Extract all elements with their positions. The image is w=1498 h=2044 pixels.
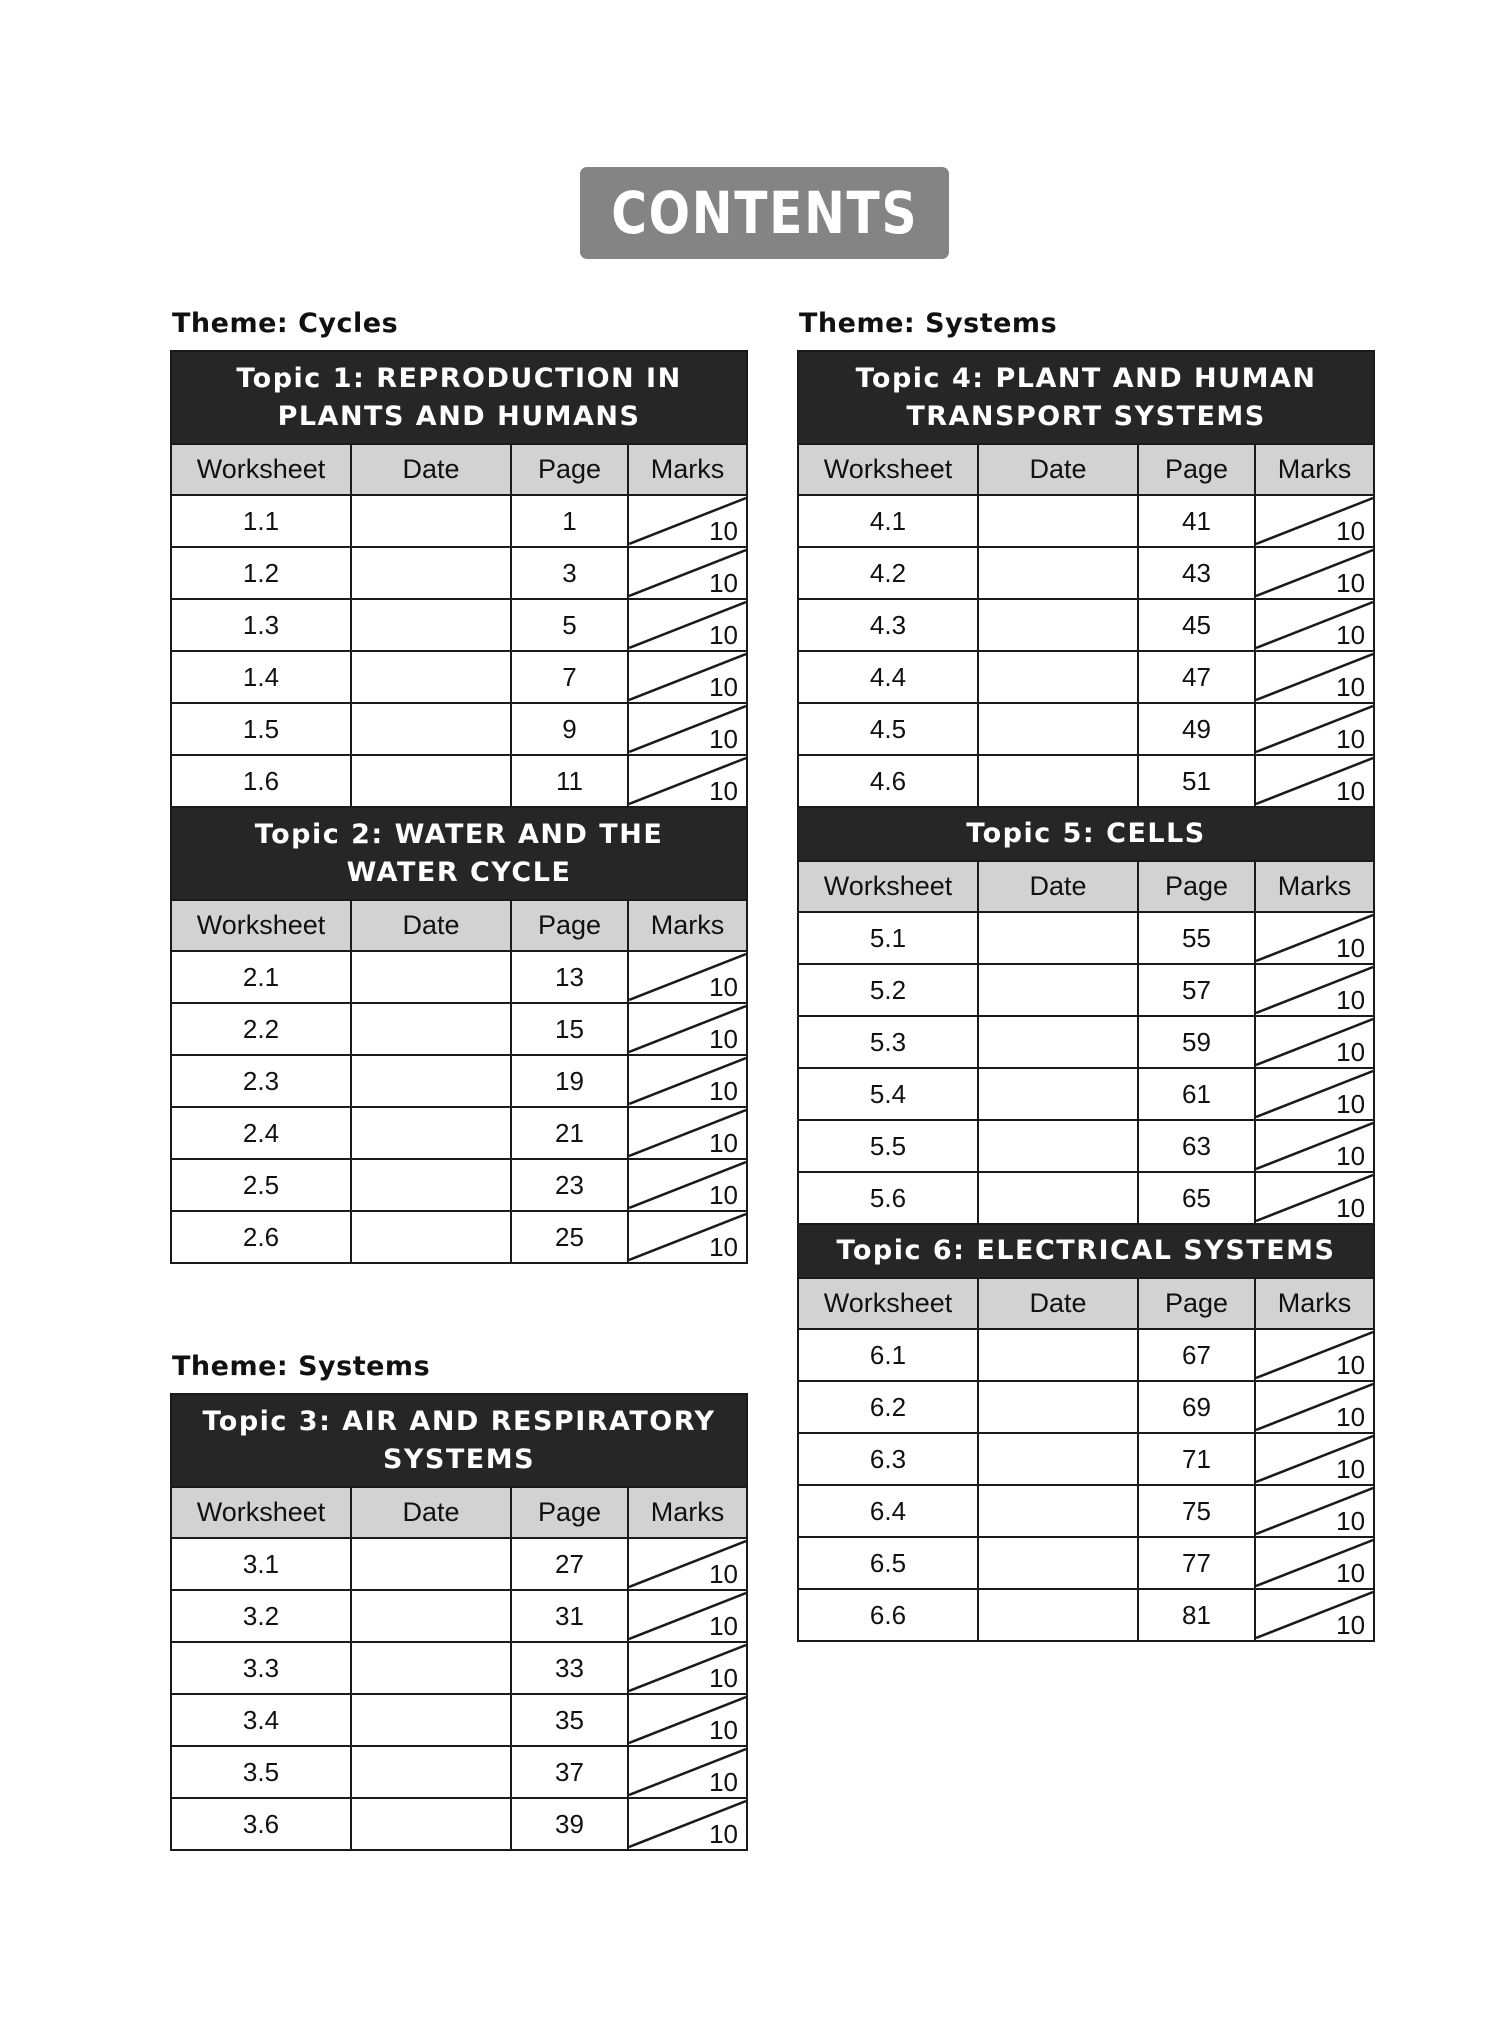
- marks-cell[interactable]: [1255, 703, 1374, 755]
- worksheet-cell: 5.3: [798, 1016, 978, 1068]
- table-row: [171, 651, 747, 703]
- marks-total: 10: [1336, 672, 1366, 702]
- marks-cell[interactable]: [1255, 599, 1374, 651]
- header-worksheet: Worksheet: [798, 444, 978, 495]
- contents-title-box: [580, 167, 949, 259]
- page-cell: 67: [1138, 1329, 1255, 1381]
- date-cell[interactable]: [978, 1537, 1138, 1589]
- date-cell[interactable]: [978, 1381, 1138, 1433]
- table-row: [171, 703, 747, 755]
- marks-cell[interactable]: [628, 755, 747, 807]
- table-row: [798, 1381, 1374, 1433]
- date-cell[interactable]: [978, 495, 1138, 547]
- page-cell: 69: [1138, 1381, 1255, 1433]
- worksheet-cell: 6.6: [798, 1589, 978, 1641]
- worksheet-cell: 1.2: [171, 547, 351, 599]
- marks-cell[interactable]: [628, 1107, 747, 1159]
- marks-total: 10: [1336, 776, 1366, 806]
- theme-systems-label-left: Theme: Systems: [172, 1351, 431, 1382]
- date-cell[interactable]: [978, 651, 1138, 703]
- worksheet-cell: 2.4: [171, 1107, 351, 1159]
- topic-title-line: SYSTEMS: [382, 1443, 536, 1475]
- worksheet-cell: 1.6: [171, 755, 351, 807]
- marks-cell[interactable]: [1255, 1381, 1374, 1433]
- worksheet-cell: 6.2: [798, 1381, 978, 1433]
- table-row: [798, 1120, 1374, 1172]
- contents-table: [797, 350, 1375, 1642]
- page-cell: 1: [511, 495, 628, 547]
- worksheet-cell: 2.6: [171, 1211, 351, 1263]
- marks-total: 10: [1336, 568, 1366, 598]
- marks-total: 10: [1336, 1558, 1366, 1588]
- worksheet-cell: 4.6: [798, 755, 978, 807]
- column-left-bottom: [170, 1393, 746, 1851]
- header-marks: Marks: [628, 444, 747, 495]
- marks-total: 10: [709, 1559, 739, 1589]
- header-date: Date: [351, 900, 511, 951]
- header-date: Date: [351, 444, 511, 495]
- topic-title: [171, 351, 747, 444]
- worksheet-cell: 4.1: [798, 495, 978, 547]
- table-row: [171, 755, 747, 807]
- worksheet-cell: 4.2: [798, 547, 978, 599]
- page-cell: 9: [511, 703, 628, 755]
- worksheet-cell: 1.3: [171, 599, 351, 651]
- marks-total: 10: [709, 1232, 739, 1262]
- topic-title-line: TRANSPORT SYSTEMS: [906, 400, 1266, 432]
- page-cell: 59: [1138, 1016, 1255, 1068]
- topic-header: [798, 351, 1374, 444]
- header-marks: Marks: [628, 900, 747, 951]
- page-cell: 55: [1138, 912, 1255, 964]
- worksheet-cell: 1.4: [171, 651, 351, 703]
- marks-total: 10: [1336, 1454, 1366, 1484]
- marks-total: 10: [1336, 724, 1366, 754]
- marks-cell[interactable]: [628, 651, 747, 703]
- worksheet-cell: 2.2: [171, 1003, 351, 1055]
- worksheet-cell: 3.1: [171, 1538, 351, 1590]
- date-cell[interactable]: [978, 1172, 1138, 1224]
- date-cell[interactable]: [978, 1433, 1138, 1485]
- marks-cell[interactable]: [1255, 1537, 1374, 1589]
- table-row: [798, 964, 1374, 1016]
- marks-cell[interactable]: [628, 1159, 747, 1211]
- header-page: Page: [511, 900, 628, 951]
- page-cell: 51: [1138, 755, 1255, 807]
- marks-total: 10: [1336, 1193, 1366, 1223]
- date-cell[interactable]: [351, 1746, 511, 1798]
- marks-total: 10: [709, 516, 739, 546]
- contents-table: [170, 1393, 748, 1851]
- table-row: [171, 1798, 747, 1850]
- table-row: [798, 1433, 1374, 1485]
- table-row: [798, 1589, 1374, 1641]
- theme-systems-label-right: Theme: Systems: [799, 308, 1058, 339]
- table-row: [798, 547, 1374, 599]
- topic-title: [798, 807, 1374, 861]
- page-cell: 57: [1138, 964, 1255, 1016]
- date-cell[interactable]: [351, 651, 511, 703]
- marks-total: 10: [1336, 516, 1366, 546]
- marks-total: 10: [709, 1128, 739, 1158]
- marks-total: 10: [1336, 620, 1366, 650]
- page-title: CONTENTS: [610, 179, 918, 247]
- marks-total: 10: [1336, 1089, 1366, 1119]
- header-date: Date: [978, 1278, 1138, 1329]
- marks-cell[interactable]: [628, 495, 747, 547]
- worksheet-cell: 1.5: [171, 703, 351, 755]
- page-cell: 25: [511, 1211, 628, 1263]
- marks-cell[interactable]: [628, 1538, 747, 1590]
- table-row: [798, 755, 1374, 807]
- table-row: [798, 1329, 1374, 1381]
- marks-total: 10: [1336, 1141, 1366, 1171]
- table-row: [798, 1016, 1374, 1068]
- header-page: Page: [1138, 861, 1255, 912]
- table-row: [171, 1211, 747, 1263]
- marks-cell[interactable]: [1255, 964, 1374, 1016]
- page-cell: 41: [1138, 495, 1255, 547]
- table-row: [171, 951, 747, 1003]
- worksheet-cell: 4.4: [798, 651, 978, 703]
- marks-cell[interactable]: [1255, 1016, 1374, 1068]
- topic-title-line: PLANTS AND HUMANS: [277, 400, 641, 432]
- page-cell: 75: [1138, 1485, 1255, 1537]
- marks-total: 10: [709, 1024, 739, 1054]
- marks-total: 10: [709, 776, 739, 806]
- date-cell[interactable]: [351, 1055, 511, 1107]
- table-row: [798, 599, 1374, 651]
- marks-cell[interactable]: [628, 951, 747, 1003]
- page-cell: 77: [1138, 1537, 1255, 1589]
- date-cell[interactable]: [351, 1159, 511, 1211]
- marks-cell[interactable]: [1255, 1433, 1374, 1485]
- worksheet-cell: 3.5: [171, 1746, 351, 1798]
- marks-total: 10: [709, 1611, 739, 1641]
- marks-cell[interactable]: [1255, 1120, 1374, 1172]
- column-headers: [798, 861, 1374, 912]
- marks-cell[interactable]: [628, 1590, 747, 1642]
- date-cell[interactable]: [978, 964, 1138, 1016]
- marks-cell[interactable]: [628, 1003, 747, 1055]
- marks-cell[interactable]: [1255, 651, 1374, 703]
- marks-cell[interactable]: [628, 1746, 747, 1798]
- date-cell[interactable]: [351, 951, 511, 1003]
- header-worksheet: Worksheet: [171, 1487, 351, 1538]
- page-cell: 49: [1138, 703, 1255, 755]
- table-row: [171, 1003, 747, 1055]
- worksheet-cell: 3.2: [171, 1590, 351, 1642]
- page-cell: 7: [511, 651, 628, 703]
- date-cell[interactable]: [351, 755, 511, 807]
- date-cell[interactable]: [351, 1003, 511, 1055]
- page-cell: 27: [511, 1538, 628, 1590]
- page-cell: 5: [511, 599, 628, 651]
- marks-cell[interactable]: [1255, 755, 1374, 807]
- page-cell: 63: [1138, 1120, 1255, 1172]
- page-cell: 23: [511, 1159, 628, 1211]
- topic-title-line: WATER CYCLE: [346, 856, 572, 888]
- page-cell: 33: [511, 1642, 628, 1694]
- header-page: Page: [511, 444, 628, 495]
- marks-total: 10: [709, 568, 739, 598]
- page-cell: 19: [511, 1055, 628, 1107]
- date-cell[interactable]: [351, 1211, 511, 1263]
- marks-cell[interactable]: [1255, 1172, 1374, 1224]
- marks-total: 10: [1336, 985, 1366, 1015]
- date-cell[interactable]: [351, 1798, 511, 1850]
- header-page: Page: [1138, 444, 1255, 495]
- topic-title-line: Topic 4: PLANT AND HUMAN: [855, 362, 1317, 394]
- date-cell[interactable]: [351, 1538, 511, 1590]
- topic-title: [798, 351, 1374, 444]
- date-cell[interactable]: [978, 1068, 1138, 1120]
- date-cell[interactable]: [351, 1107, 511, 1159]
- marks-cell[interactable]: [628, 1642, 747, 1694]
- table-row: [171, 1107, 747, 1159]
- marks-cell[interactable]: [628, 547, 747, 599]
- page-cell: 43: [1138, 547, 1255, 599]
- marks-cell[interactable]: [628, 1211, 747, 1263]
- date-cell[interactable]: [978, 912, 1138, 964]
- page-cell: 65: [1138, 1172, 1255, 1224]
- marks-total: 10: [709, 1180, 739, 1210]
- marks-total: 10: [709, 1076, 739, 1106]
- header-worksheet: Worksheet: [171, 900, 351, 951]
- page-cell: 61: [1138, 1068, 1255, 1120]
- topic-header: [171, 1394, 747, 1487]
- worksheet-cell: 5.2: [798, 964, 978, 1016]
- marks-cell[interactable]: [1255, 1068, 1374, 1120]
- marks-cell[interactable]: [628, 703, 747, 755]
- worksheet-cell: 3.4: [171, 1694, 351, 1746]
- page-cell: 81: [1138, 1589, 1255, 1641]
- table-row: [171, 495, 747, 547]
- marks-total: 10: [709, 972, 739, 1002]
- marks-total: 10: [1336, 933, 1366, 963]
- topic-title: [171, 807, 747, 900]
- date-cell[interactable]: [978, 1016, 1138, 1068]
- marks-cell[interactable]: [628, 1798, 747, 1850]
- date-cell[interactable]: [978, 1485, 1138, 1537]
- column-left-top: [170, 350, 746, 1264]
- date-cell[interactable]: [978, 1120, 1138, 1172]
- marks-cell[interactable]: [1255, 1329, 1374, 1381]
- column-headers: [171, 444, 747, 495]
- header-date: Date: [978, 861, 1138, 912]
- page-cell: 13: [511, 951, 628, 1003]
- topic-title: [798, 1224, 1374, 1278]
- worksheet-cell: 3.3: [171, 1642, 351, 1694]
- contents-table: [170, 350, 748, 1264]
- date-cell[interactable]: [978, 1329, 1138, 1381]
- worksheet-cell: 5.6: [798, 1172, 978, 1224]
- column-right: [797, 350, 1373, 1642]
- worksheet-cell: 4.5: [798, 703, 978, 755]
- table-row: [171, 1590, 747, 1642]
- page-cell: 45: [1138, 599, 1255, 651]
- topic-header: [798, 1224, 1374, 1278]
- marks-total: 10: [1336, 1610, 1366, 1640]
- header-page: Page: [1138, 1278, 1255, 1329]
- page-cell: 35: [511, 1694, 628, 1746]
- worksheet-cell: 2.1: [171, 951, 351, 1003]
- date-cell[interactable]: [351, 1694, 511, 1746]
- page-cell: 21: [511, 1107, 628, 1159]
- table-row: [171, 599, 747, 651]
- page-cell: 37: [511, 1746, 628, 1798]
- date-cell[interactable]: [351, 1642, 511, 1694]
- worksheet-cell: 5.4: [798, 1068, 978, 1120]
- table-row: [171, 1694, 747, 1746]
- topic-title-line: Topic 1: REPRODUCTION IN: [236, 362, 682, 394]
- marks-cell[interactable]: [1255, 1589, 1374, 1641]
- worksheet-cell: 4.3: [798, 599, 978, 651]
- table-row: [171, 1538, 747, 1590]
- header-date: Date: [351, 1487, 511, 1538]
- header-date: Date: [978, 444, 1138, 495]
- marks-total: 10: [709, 1715, 739, 1745]
- topic-title-line: Topic 3: AIR AND RESPIRATORY: [202, 1405, 716, 1437]
- column-headers: [171, 1487, 747, 1538]
- topic-header: [171, 807, 747, 900]
- column-headers: [798, 1278, 1374, 1329]
- topic-title-line: Topic 2: WATER AND THE: [254, 818, 664, 850]
- topic-title: [171, 1394, 747, 1487]
- date-cell[interactable]: [351, 495, 511, 547]
- topic-header: [171, 351, 747, 444]
- page-cell: 39: [511, 1798, 628, 1850]
- marks-total: 10: [1336, 1402, 1366, 1432]
- marks-cell[interactable]: [1255, 912, 1374, 964]
- table-row: [798, 495, 1374, 547]
- date-cell[interactable]: [978, 1589, 1138, 1641]
- page-cell: 11: [511, 755, 628, 807]
- page-cell: 47: [1138, 651, 1255, 703]
- marks-total: 10: [1336, 1350, 1366, 1380]
- marks-total: 10: [1336, 1037, 1366, 1067]
- marks-total: 10: [709, 1663, 739, 1693]
- table-row: [171, 1642, 747, 1694]
- marks-cell[interactable]: [1255, 547, 1374, 599]
- worksheet-cell: 3.6: [171, 1798, 351, 1850]
- table-row: [171, 547, 747, 599]
- table-row: [798, 1068, 1374, 1120]
- table-row: [171, 1746, 747, 1798]
- worksheet-cell: 6.5: [798, 1537, 978, 1589]
- marks-total: 10: [709, 724, 739, 754]
- marks-cell[interactable]: [628, 1055, 747, 1107]
- date-cell[interactable]: [978, 703, 1138, 755]
- date-cell[interactable]: [351, 547, 511, 599]
- date-cell[interactable]: [351, 1590, 511, 1642]
- header-worksheet: Worksheet: [798, 1278, 978, 1329]
- marks-total: 10: [709, 672, 739, 702]
- theme-cycles-label: Theme: Cycles: [172, 308, 399, 339]
- header-marks: Marks: [1255, 861, 1374, 912]
- header-page: Page: [511, 1487, 628, 1538]
- page-cell: 15: [511, 1003, 628, 1055]
- header-worksheet: Worksheet: [798, 861, 978, 912]
- header-marks: Marks: [1255, 1278, 1374, 1329]
- marks-cell[interactable]: [1255, 495, 1374, 547]
- date-cell[interactable]: [351, 599, 511, 651]
- column-headers: [798, 444, 1374, 495]
- worksheet-cell: 6.1: [798, 1329, 978, 1381]
- worksheet-cell: 1.1: [171, 495, 351, 547]
- table-row: [171, 1055, 747, 1107]
- marks-cell[interactable]: [628, 599, 747, 651]
- header-worksheet: Worksheet: [171, 444, 351, 495]
- worksheet-cell: 5.5: [798, 1120, 978, 1172]
- table-row: [798, 1172, 1374, 1224]
- table-row: [798, 912, 1374, 964]
- header-marks: Marks: [1255, 444, 1374, 495]
- date-cell[interactable]: [978, 599, 1138, 651]
- page-cell: 3: [511, 547, 628, 599]
- table-row: [798, 703, 1374, 755]
- date-cell[interactable]: [978, 547, 1138, 599]
- marks-total: 10: [709, 620, 739, 650]
- table-row: [798, 1485, 1374, 1537]
- worksheet-cell: 6.4: [798, 1485, 978, 1537]
- date-cell[interactable]: [978, 755, 1138, 807]
- column-headers: [171, 900, 747, 951]
- topic-title-line: Topic 6: ELECTRICAL SYSTEMS: [836, 1235, 1336, 1266]
- date-cell[interactable]: [351, 703, 511, 755]
- table-row: [798, 1537, 1374, 1589]
- table-row: [171, 1159, 747, 1211]
- worksheet-cell: 2.3: [171, 1055, 351, 1107]
- marks-cell[interactable]: [628, 1694, 747, 1746]
- header-marks: Marks: [628, 1487, 747, 1538]
- worksheet-cell: 5.1: [798, 912, 978, 964]
- worksheet-cell: 2.5: [171, 1159, 351, 1211]
- marks-total: 10: [1336, 1506, 1366, 1536]
- page-cell: 71: [1138, 1433, 1255, 1485]
- marks-total: 10: [709, 1767, 739, 1797]
- table-row: [798, 651, 1374, 703]
- marks-cell[interactable]: [1255, 1485, 1374, 1537]
- topic-title-line: Topic 5: CELLS: [966, 818, 1206, 849]
- page-cell: 31: [511, 1590, 628, 1642]
- topic-header: [798, 807, 1374, 861]
- marks-total: 10: [709, 1819, 739, 1849]
- worksheet-cell: 6.3: [798, 1433, 978, 1485]
